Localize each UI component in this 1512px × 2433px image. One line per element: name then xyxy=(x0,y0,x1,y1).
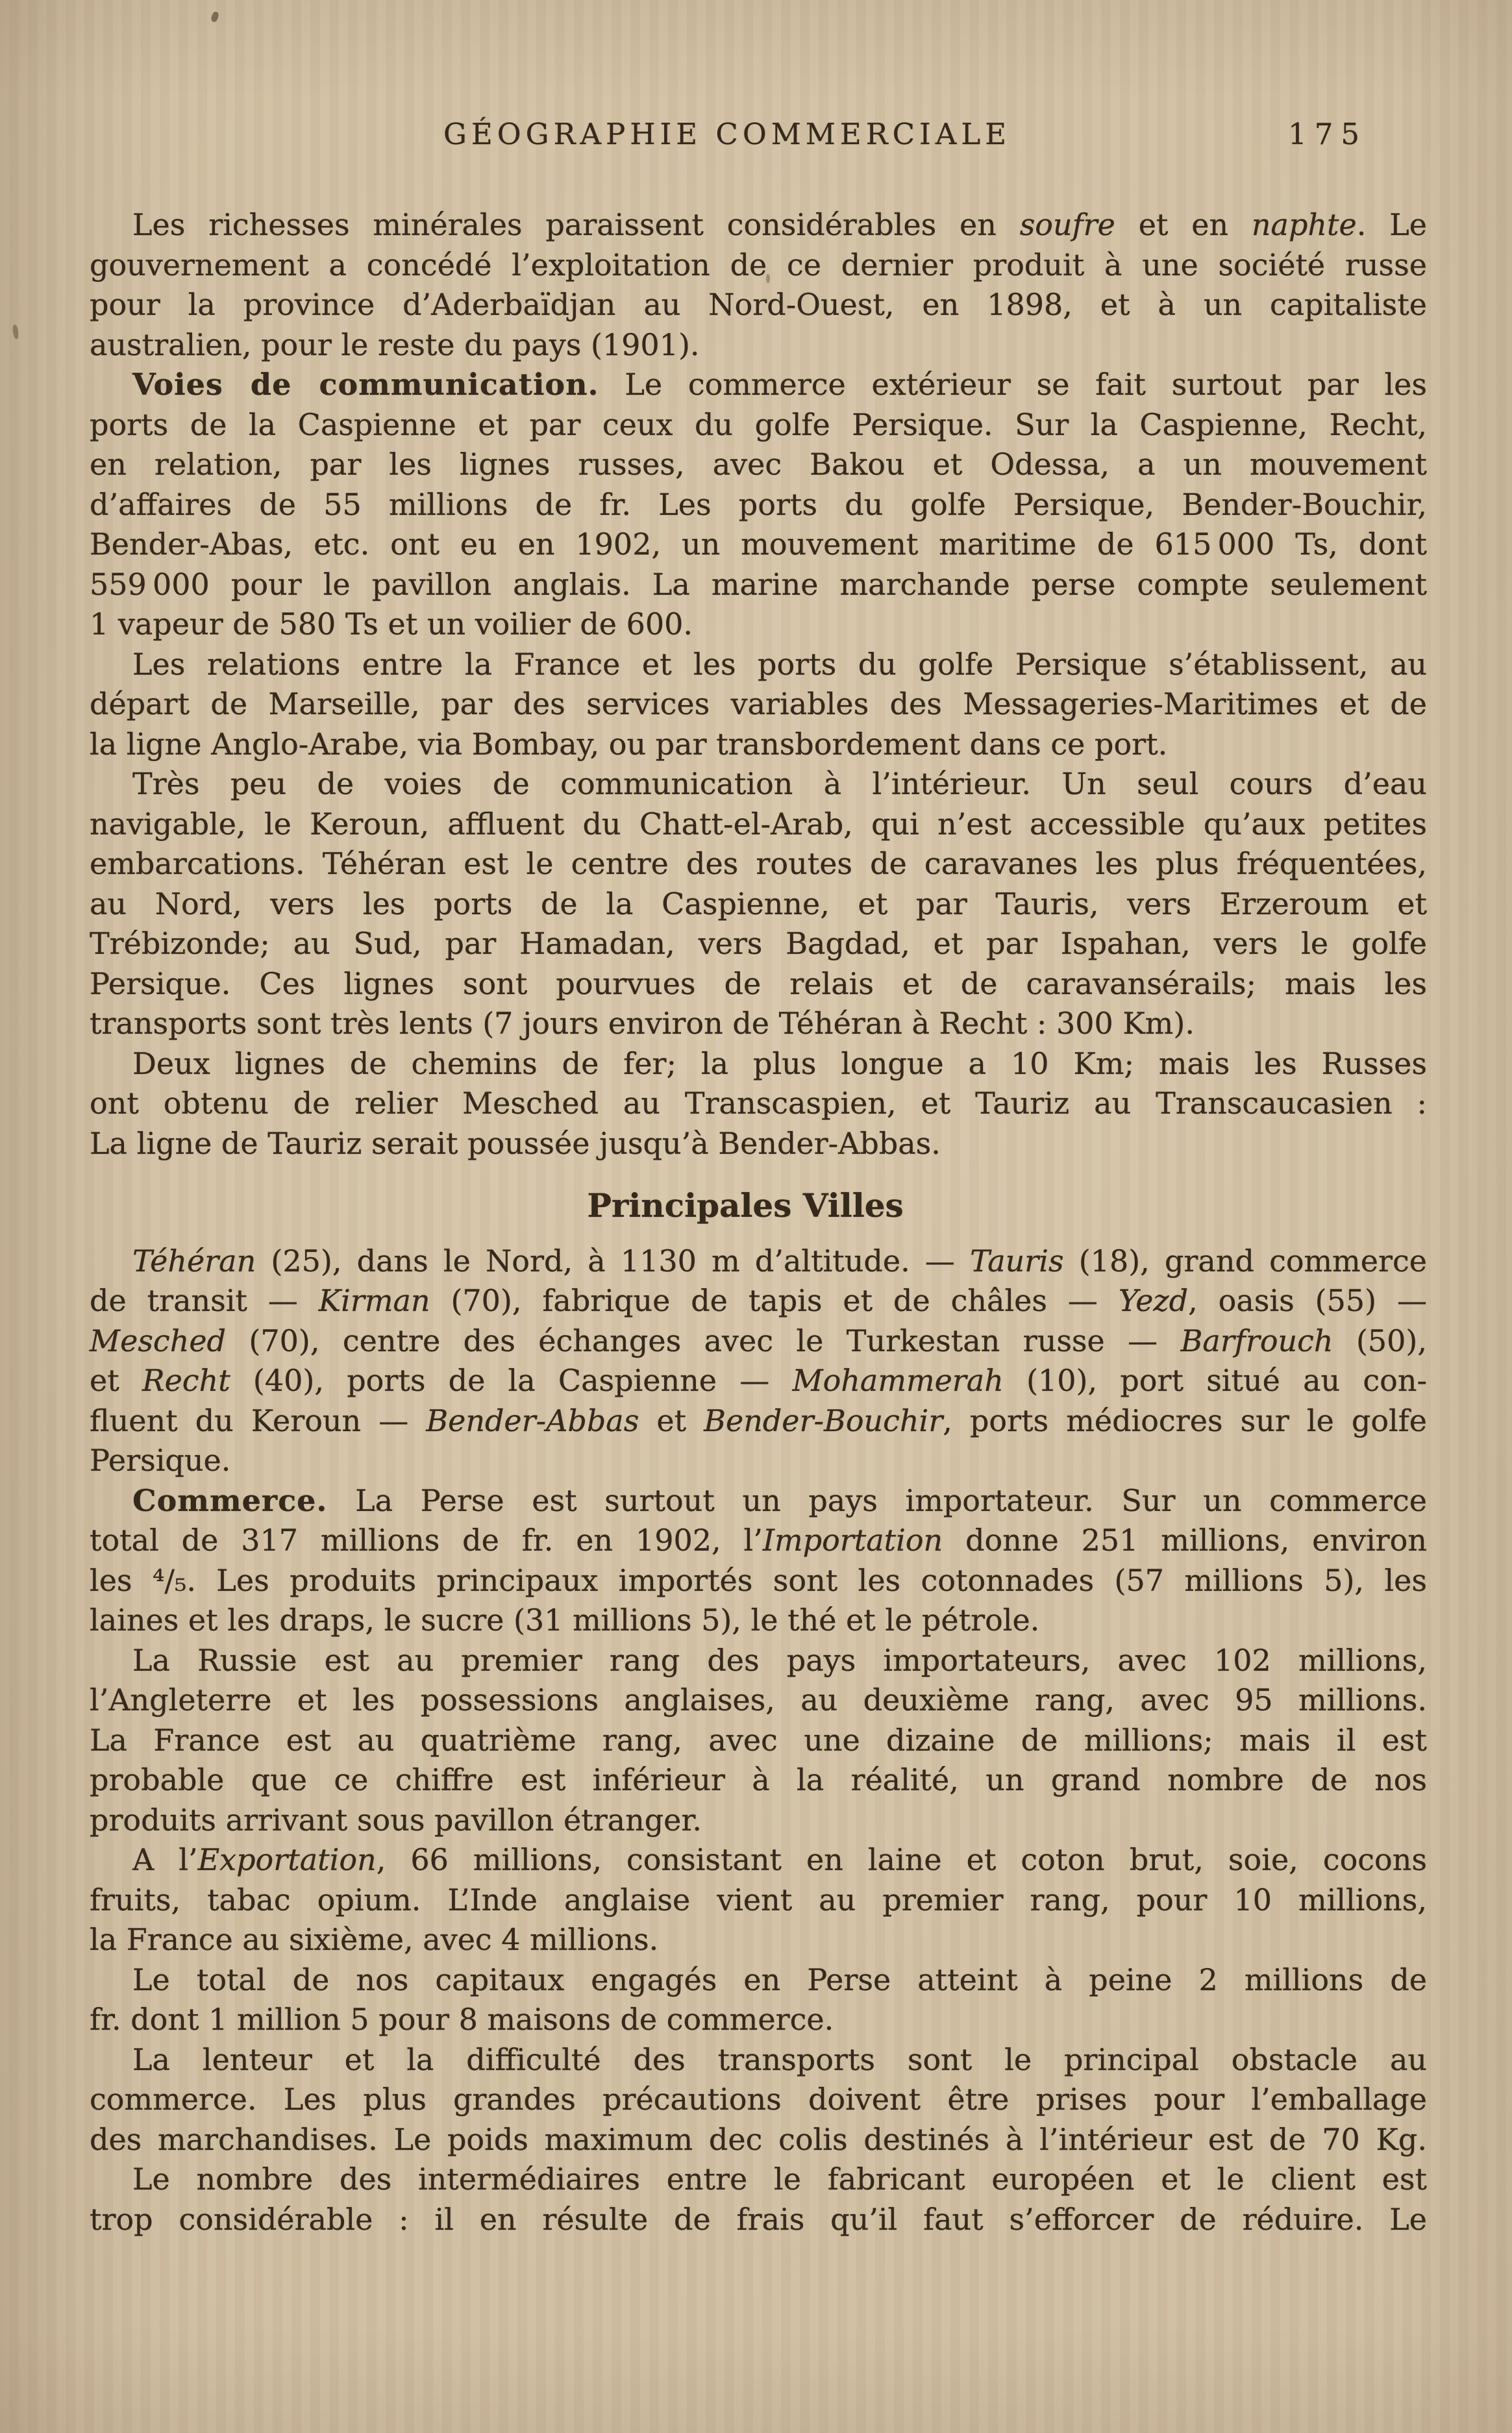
page-number: 175 xyxy=(1288,117,1367,151)
text-segment: , oasis (55) — xyxy=(1188,1283,1427,1318)
text-segment: , ports médiocres sur le golfe xyxy=(943,1403,1427,1438)
text-line xyxy=(90,365,1427,405)
text-line xyxy=(90,325,1427,366)
text-segment: d’affaires de 55 millions de fr. Les ports du golfe Persique, Bender-Bouchir, xyxy=(90,486,1427,522)
text-segment: ont obtenu de relier Mesched au Transcaspien, et Tauriz au Transcaucasien : xyxy=(90,1086,1427,1121)
italic-segment: Mesched xyxy=(90,1323,226,1358)
text-line xyxy=(90,1481,1427,1521)
text-line xyxy=(90,1084,1427,1124)
text-segment: gouvernement a concédé l’exploitation de ce dernier produit à une société russe xyxy=(90,247,1427,282)
text-segment: des marchandises. Le poids maximum dec colis destinés à l’intérieur est de 70 Kg. xyxy=(90,2121,1427,2157)
paragraph xyxy=(90,205,1427,365)
text-segment: ports de la Caspienne et par ceux du golfe Persique. Sur la Caspienne, Recht, xyxy=(90,406,1427,442)
text-segment: La France est au quatrième rang, avec une dizaine de millions; mais il est xyxy=(90,1722,1427,1758)
text-line xyxy=(90,605,1427,645)
italic-segment: Recht xyxy=(142,1363,230,1398)
text-line xyxy=(90,1124,1427,1164)
text-segment: australien, pour le reste du pays (1901). xyxy=(90,327,700,362)
italic-segment: Yezd xyxy=(1118,1283,1189,1318)
text-segment: La ligne de Tauriz serait poussée jusqu’à Bender-Abbas. xyxy=(90,1125,941,1161)
text-segment: de transit — xyxy=(90,1283,319,1318)
text-line xyxy=(90,844,1427,884)
text-segment: Le total de nos capitaux engagés en Perse atteint à peine 2 millions de xyxy=(132,1962,1427,1997)
text-line xyxy=(90,1361,1427,1401)
text-line xyxy=(90,1561,1427,1601)
text-line xyxy=(90,565,1427,605)
text-line xyxy=(90,1680,1427,1721)
italic-segment: soufre xyxy=(1019,207,1115,242)
text-segment: la ligne Anglo-Arabe, via Bombay, ou par transbordement dans ce port. xyxy=(90,726,1168,762)
text-segment: et xyxy=(639,1403,704,1438)
italic-segment: Tauris xyxy=(970,1243,1064,1279)
text-segment: les ⁴/₅. Les produits principaux importés sont les cotonnades (57 millions 5), les xyxy=(90,1562,1427,1598)
text-line xyxy=(90,1241,1427,1282)
text-line xyxy=(90,924,1427,964)
text-line xyxy=(90,405,1427,445)
paragraph xyxy=(90,1840,1427,1960)
text-line xyxy=(90,2160,1427,2200)
text-segment: pour la province d’Aderbaïdjan au Nord-Ouest, en 1898, et à un capitaliste xyxy=(90,287,1427,322)
text-line xyxy=(90,805,1427,845)
text-segment: et xyxy=(90,1363,142,1398)
text-line xyxy=(90,764,1427,805)
text-segment: Deux lignes de chemins de fer; la plus longue a 10 Km; mais les Russes xyxy=(132,1045,1427,1081)
text-line xyxy=(90,2080,1427,2120)
text-segment: Persique. xyxy=(90,1443,231,1478)
text-segment: commerce. Les plus grandes précautions doivent être prises pour l’emballage xyxy=(90,2082,1427,2117)
text-line xyxy=(90,1760,1427,1801)
italic-segment: Importation xyxy=(762,1523,943,1558)
text-segment: l’Angleterre et les possessions anglaises, au deuxième rang, avec 95 millions. xyxy=(90,1682,1427,1717)
text-segment: donne 251 millions, environ xyxy=(943,1523,1427,1558)
text-segment: (70), centre des échanges avec le Turkestan russe — xyxy=(226,1323,1181,1358)
italic-segment: Barfrouch xyxy=(1180,1323,1333,1358)
text-segment: embarcations. Téhéran est le centre des routes de caravanes les plus fréquentées, xyxy=(90,846,1427,881)
italic-segment: Mohammerah xyxy=(792,1363,1004,1398)
text-block xyxy=(90,205,1427,2240)
text-segment: 559 000 pour le pavillon anglais. La marine marchande perse compte seulement xyxy=(90,566,1427,602)
text-segment: (10), port situé au con- xyxy=(1003,1363,1427,1398)
paragraph xyxy=(90,764,1427,1044)
text-segment: . Le xyxy=(1356,207,1427,242)
text-segment: Le commerce extérieur se fait surtout par les xyxy=(599,367,1427,402)
italic-segment: Kirman xyxy=(318,1283,430,1318)
text-segment: Les richesses minérales paraissent considérables en xyxy=(132,207,1020,242)
text-segment: (18), grand commerce xyxy=(1063,1243,1427,1279)
text-line xyxy=(90,2040,1427,2080)
text-line xyxy=(90,1960,1427,2001)
text-line xyxy=(90,964,1427,1004)
text-segment: en relation, par les lignes russes, avec Bakou et Odessa, a un mouvement xyxy=(90,447,1427,482)
italic-segment: Exportation xyxy=(197,1842,377,1877)
bold-lead: Commerce. xyxy=(132,1482,328,1518)
text-segment: 1 vapeur de 580 Ts et un voilier de 600. xyxy=(90,606,693,642)
text-segment: trop considérable : il en résulte de frais qu’il faut s’efforcer de réduire. Le xyxy=(90,2201,1427,2237)
paragraph xyxy=(90,1641,1427,1841)
text-segment: navigable, le Keroun, affluent du Chatt-el-Arab, qui n’est accessible qu’aux petites xyxy=(90,806,1427,842)
text-line xyxy=(90,1880,1427,1921)
running-header xyxy=(90,117,1427,157)
paragraph xyxy=(90,365,1427,645)
text-line xyxy=(90,725,1427,765)
text-line xyxy=(90,1840,1427,1880)
italic-segment: Téhéran xyxy=(132,1243,256,1279)
text-segment: laines et les draps, le sucre (31 millions 5), le thé et le pétrole. xyxy=(90,1603,1040,1638)
scan-speck xyxy=(210,11,219,23)
paragraph xyxy=(90,1481,1427,1641)
text-line xyxy=(90,884,1427,925)
bold-lead: Voies de communication. xyxy=(132,367,599,402)
text-line xyxy=(90,1641,1427,1681)
text-line xyxy=(90,1044,1427,1084)
text-line xyxy=(90,1801,1427,1841)
text-segment: total de 317 millions de fr. en 1902, l’ xyxy=(90,1523,763,1558)
text-line xyxy=(90,1401,1427,1441)
text-segment: Persique. Ces lignes sont pourvues de relais et de caravansérails; mais les xyxy=(90,966,1427,1001)
paragraph xyxy=(90,1241,1427,1481)
paragraph xyxy=(90,1044,1427,1164)
text-line xyxy=(90,205,1427,245)
text-segment: au Nord, vers les ports de la Caspienne, et par Tauris, vers Erzeroum et xyxy=(90,886,1427,921)
text-segment: (25), dans le Nord, à 1130 m d’altitude. — xyxy=(256,1243,971,1279)
text-line xyxy=(90,2120,1427,2160)
text-segment: fluent du Keroun — xyxy=(90,1403,427,1438)
paragraph xyxy=(90,645,1427,765)
text-segment: , 66 millions, consistant en laine et coton brut, soie, cocons xyxy=(376,1842,1427,1877)
text-segment: La Russie est au premier rang des pays importateurs, avec 102 millions, xyxy=(132,1642,1427,1678)
text-line xyxy=(90,525,1427,565)
scan-speck xyxy=(12,325,19,340)
paragraph xyxy=(90,2040,1427,2160)
paragraph xyxy=(90,1960,1427,2040)
text-segment: départ de Marseille, par des services variables des Messageries-Maritimes et de xyxy=(90,686,1427,721)
text-segment: A l’ xyxy=(132,1842,198,1877)
text-segment: et en xyxy=(1115,207,1252,242)
text-line xyxy=(90,245,1427,286)
text-segment: La Perse est surtout un pays importateur. Sur un commerce xyxy=(327,1482,1427,1518)
paragraph xyxy=(90,2160,1427,2240)
text-line xyxy=(90,1521,1427,1561)
text-segment: produits arrivant sous pavillon étranger. xyxy=(90,1802,702,1838)
text-segment: Trébizonde; au Sud, par Hamadan, vers Bagdad, et par Ispahan, vers le golfe xyxy=(90,926,1427,961)
text-line xyxy=(90,1721,1427,1761)
text-line xyxy=(90,1321,1427,1362)
italic-segment: naphte xyxy=(1251,207,1357,242)
text-line xyxy=(90,645,1427,685)
text-segment: Le nombre des intermédiaires entre le fabricant européen et le client est xyxy=(132,2162,1427,2197)
text-segment: La lenteur et la difficulté des transports sont le principal obstacle au xyxy=(132,2041,1427,2077)
text-segment: probable que ce chiffre est inférieur à la réalité, un grand nombre de nos xyxy=(90,1762,1427,1797)
header-title: GÉOGRAPHIE COMMERCIALE xyxy=(443,117,1011,151)
text-line xyxy=(90,1441,1427,1481)
italic-segment: Bender-Abbas xyxy=(426,1403,639,1438)
text-line xyxy=(90,684,1427,725)
text-line xyxy=(90,1920,1427,1960)
text-segment: fr. dont 1 million 5 pour 8 maisons de commerce. xyxy=(90,2002,834,2037)
text-line xyxy=(90,1281,1427,1321)
text-segment: Très peu de voies de communication à l’intérieur. Un seul cours d’eau xyxy=(132,766,1427,801)
section-heading: Principales Villes xyxy=(587,1186,904,1225)
text-line xyxy=(90,485,1427,525)
text-segment: fruits, tabac opium. L’Inde anglaise vient au premier rang, pour 10 millions, xyxy=(90,1882,1427,1917)
text-segment: (40), ports de la Caspienne — xyxy=(230,1363,793,1398)
text-segment: (50), xyxy=(1333,1323,1428,1358)
text-segment: Les relations entre la France et les ports du golfe Persique s’établissent, au xyxy=(132,646,1427,682)
text-line xyxy=(90,285,1427,325)
text-line xyxy=(90,2200,1427,2240)
text-segment: la France au sixième, avec 4 millions. xyxy=(90,1922,659,1957)
text-line xyxy=(90,445,1427,485)
text-segment: Bender-Abas, etc. ont eu en 1902, un mouvement maritime de 615 000 Ts, dont xyxy=(90,527,1427,562)
text-line xyxy=(90,1004,1427,1044)
text-segment: (70), fabrique de tapis et de châles — xyxy=(430,1283,1119,1318)
text-line xyxy=(90,2000,1427,2040)
text-segment: transports sont très lents (7 jours environ de Téhéran à Recht : 300 Km). xyxy=(90,1006,1195,1041)
text-line xyxy=(90,1601,1427,1641)
italic-segment: Bender-Bouchir xyxy=(704,1403,943,1438)
